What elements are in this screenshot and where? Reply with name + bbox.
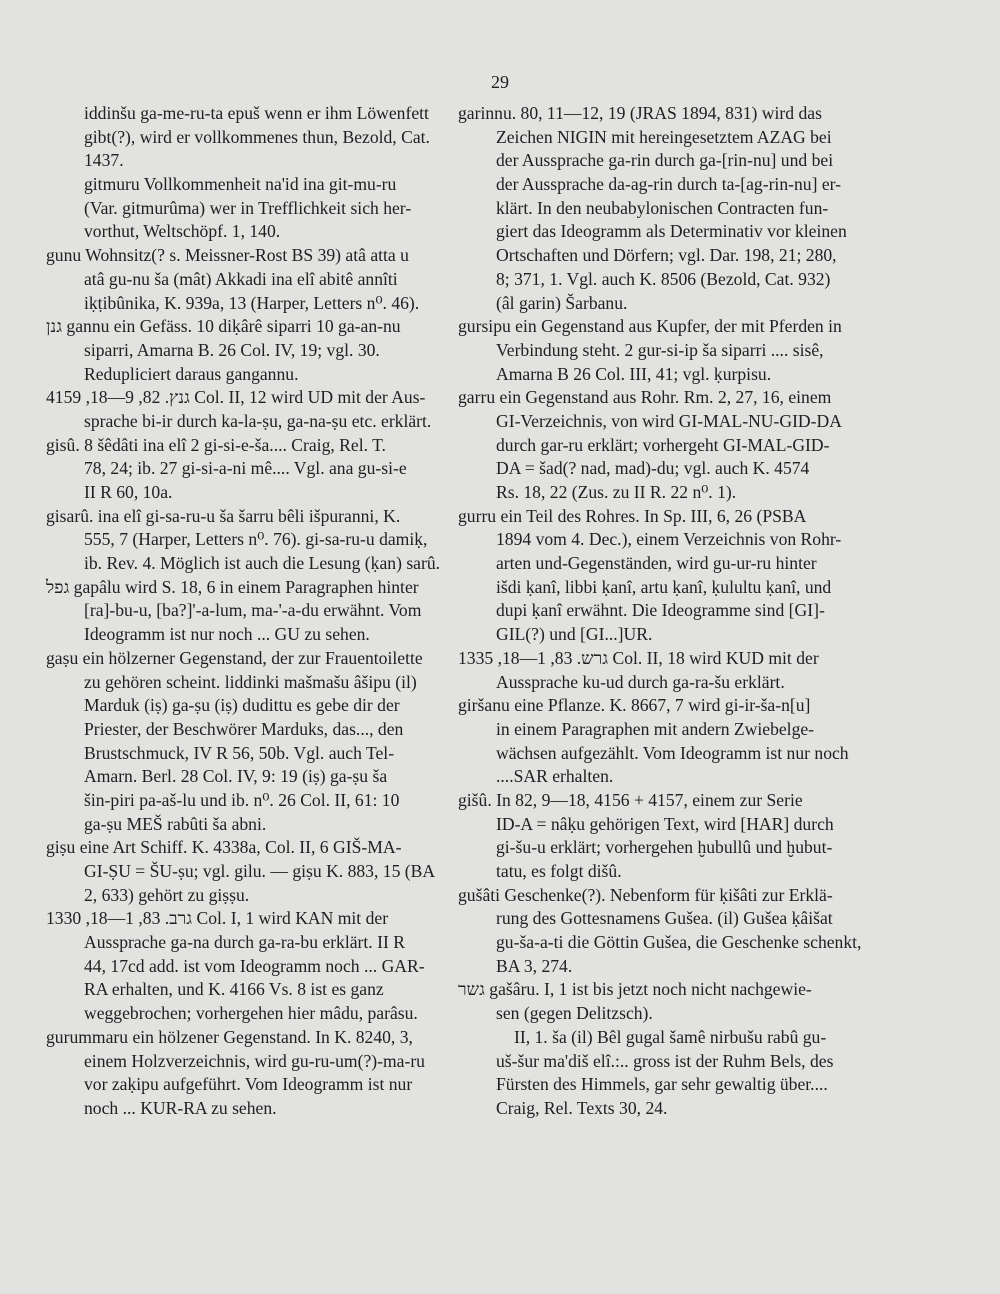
text-line: durch gar-ru erklärt; vorhergeht GI-MAL-GID-	[496, 434, 830, 455]
text-line: tatu, es folgt dišû.	[496, 861, 622, 881]
text-line: גנן gannu ein Gefäss. 10 diḳârê siparri 10 ga-an-nu	[46, 316, 401, 337]
text-line: 8; 371, 1. Vgl. auch K. 8506 (Bezold, Cat. 932)	[496, 268, 831, 289]
text-line: vorthut, Weltschöpf. 1, 140.	[84, 221, 281, 242]
text-line: giṣu eine Art Schiff. K. 4338a, Col. II, 6 GIŠ-MA-	[46, 837, 402, 858]
text-line: sen (gegen Delitzsch).	[496, 1003, 653, 1024]
text-line: גרב. 83, 1—18, 1330 Col. I, 1 wird KAN mit der	[46, 908, 389, 929]
text-line: 78, 24; ib. 27 gi-si-a-ni mê.... Vgl. ana gu-si-e	[84, 458, 407, 479]
text-line: siparri, Amarna B. 26 Col. IV, 19; vgl. 30.	[84, 339, 380, 360]
text-line: noch ... KUR-RA zu sehen.	[84, 1097, 277, 1118]
text-line: גרש. 83, 1—18, 1335 Col. II, 18 wird KUD mit der	[458, 647, 819, 668]
text-line: gisarû. ina elî gi-sa-ru-u ša šarru bêli išpuranni, K.	[46, 505, 401, 526]
text-line: ....SAR erhalten.	[496, 766, 614, 787]
text-line: 555, 7 (Harper, Letters n⁰. 76). gi-sa-ru-u damiḳ,	[84, 529, 428, 550]
text-line: II, 1. ša (il) Bêl gugal šamê nirbušu rabû gu-	[514, 1026, 827, 1047]
text-line: GIL(?) und [GI...]UR.	[496, 624, 653, 645]
text-line: RA erhalten, und K. 4166 Vs. 8 ist es ganz	[84, 979, 384, 1000]
text-line: gursipu ein Gegenstand aus Kupfer, der mit Pferden in	[458, 316, 842, 337]
text-line: garinnu. 80, 11—12, 19 (JRAS 1894, 831) wird das	[458, 103, 822, 123]
text-line: Ideogramm ist nur noch ... GU zu sehen.	[84, 624, 370, 645]
text-line: rung des Gottesnamens Gušea. (il) Gušea ḳâišat	[496, 908, 833, 929]
text-line: gi-šu-u erklärt; vorhergehen ḫubullû und ḫubut-	[496, 837, 833, 858]
text-line: 44, 17cd add. ist vom Ideogramm noch ... GAR-	[84, 955, 425, 976]
text-line: giert das Ideogramm als Determinativ vor kleinen	[496, 221, 847, 242]
text-line: der Aussprache da-ag-rin durch ta-[ag-rin-nu] er-	[496, 174, 842, 195]
text-line: גנץ. 82, 9—18, 4159 Col. II, 12 wird UD mit der Aus-	[46, 387, 426, 408]
text-line: 2, 633) gehört zu giṣṣu.	[84, 884, 250, 905]
text-line: 1437.	[84, 150, 124, 171]
text-line: garru ein Gegenstand aus Rohr. Rm. 2, 27, 16, einem	[458, 387, 832, 408]
text-line: der Aussprache ga-rin durch ga-[rin-nu] und bei	[496, 150, 834, 171]
text-line: vor zaḳipu aufgeführt. Vom Ideogramm ist nur	[84, 1074, 413, 1095]
text-line: DA = šad(? nad, mad)-du; vgl. auch K. 4574	[496, 458, 810, 479]
text-line: in einem Paragraphen mit andern Zwiebelge-	[496, 718, 815, 739]
text-line: arten und-Gegenständen, wird gu-ur-ru hinter	[496, 553, 817, 574]
text-line: Craig, Rel. Texts 30, 24.	[496, 1097, 668, 1118]
text-line: Ortschaften und Dörfern; vgl. Dar. 198, 21; 280,	[496, 245, 837, 266]
text-line: 1894 vom 4. Dec.), einem Verzeichnis von Rohr-	[496, 529, 842, 550]
text-line: גפל gapâlu wird S. 18, 6 in einem Paragraphen hinter	[46, 576, 419, 597]
text-line: wächsen aufgezählt. Vom Ideogramm ist nur noch	[496, 742, 849, 763]
text-line: sprache bi-ir durch ka-la-ṣu, ga-na-ṣu etc. erklärt.	[84, 410, 432, 431]
text-line: II R 60, 10a.	[84, 482, 173, 502]
text-line: atâ gu-nu ša (mât) Akkadi ina elî abitê annîti	[84, 268, 398, 289]
text-line: גשר gašâru. I, 1 ist bis jetzt noch nicht nachgewie-	[458, 979, 812, 1000]
text-line: išdi ḳanî, libbi ḳanî, artu ḳanî, ḳulultu ḳanî, und	[496, 576, 832, 597]
text-line: Rs. 18, 22 (Zus. zu II R. 22 n⁰. 1).	[496, 482, 737, 502]
text-line: gurru ein Teil des Rohres. In Sp. III, 6, 26 (PSBA	[458, 505, 807, 526]
text-line: weggebrochen; vorhergehen hier mâdu, parâsu.	[84, 1003, 418, 1024]
text-line: iḳṭibûnika, K. 939a, 13 (Harper, Letters n⁰. 46).	[84, 292, 420, 313]
text-line: iddinšu ga-me-ru-ta epuš wenn er ihm Löwenfett	[84, 103, 429, 123]
text-line: gunu Wohnsitz(? s. Meissner-Rost BS 39) atâ atta u	[46, 245, 409, 266]
text-line: Priester, der Beschwörer Marduks, das..., den	[84, 718, 404, 739]
text-line: BA 3, 274.	[496, 955, 573, 976]
text-line: gitmuru Vollkommenheit na'id ina git-mu-ru	[84, 174, 397, 195]
text-line: Verbindung steht. 2 gur-si-ip ša siparri .... sisê,	[496, 339, 824, 360]
text-line: gušâti Geschenke(?). Nebenform für ḳišâti zur Erklä-	[458, 884, 833, 905]
text-line: GI-ṢU = ŠU-ṣu; vgl. gilu. — giṣu K. 883, 15 (BA	[84, 861, 436, 881]
text-line: GI-Verzeichnis, von wird GI-MAL-NU-GID-DA	[496, 410, 842, 431]
text-line: gurummaru ein hölzener Gegenstand. In K. 8240, 3,	[46, 1026, 413, 1047]
text-line: gisû. 8 šêdâti ina elî 2 gi-si-e-ša.... Craig, Rel. T.	[46, 434, 386, 455]
text-line: gišû. In 82, 9—18, 4156 + 4157, einem zur Serie	[458, 789, 803, 810]
text-line: Aussprache ga-na durch ga-ra-bu erklärt. II R	[84, 932, 405, 953]
text-line: giršanu eine Pflanze. K. 8667, 7 wird gi-ir-ša-n[u]	[458, 695, 811, 716]
text-line: (âl garin) Šarbanu.	[496, 292, 628, 313]
text-line: dupi ḳanî erwähnt. Die Ideogramme sind [GI]-	[496, 600, 825, 621]
text-line: gu-ša-a-ti die Göttin Gušea, die Geschenke schenkt,	[496, 932, 862, 953]
text-line: Zeichen NIGIN mit hereingesetztem AZAG bei	[496, 126, 832, 147]
text-line: Fürsten des Himmels, gar sehr gewaltig über....	[496, 1074, 828, 1095]
right-column	[458, 102, 862, 1121]
text-line: einem Holzverzeichnis, wird gu-ru-um(?)-ma-ru	[84, 1050, 425, 1071]
text-line: Brustschmuck, IV R 56, 50b. Vgl. auch Tel-	[84, 742, 395, 763]
text-line: gaṣu ein hölzerner Gegenstand, der zur Frauentoilette	[46, 647, 423, 668]
text-line: Redupliciert daraus gangannu.	[84, 363, 299, 384]
text-line: Aussprache ku-ud durch ga-ra-šu erklärt.	[496, 671, 785, 692]
text-line: (Var. gitmurûma) wer in Trefflichkeit sich her-	[84, 197, 412, 218]
text-line: šin-piri pa-aš-lu und ib. n⁰. 26 Col. II, 61: 10	[84, 789, 400, 810]
text-line: Marduk (iṣ) ga-ṣu (iṣ) dudittu es gebe dir der	[84, 695, 400, 716]
page-number: 29	[491, 72, 509, 92]
text-line: gibt(?), wird er vollkommenes thun, Bezold, Cat.	[84, 126, 430, 147]
text-line: zu gehören scheint. liddinki mašmašu âšipu (il)	[84, 671, 417, 692]
text-line: ga-ṣu MEŠ rabûti ša abni.	[84, 813, 267, 834]
text-line: ib. Rev. 4. Möglich ist auch die Lesung (ḳan) sarû.	[84, 553, 441, 574]
text-line: Amarn. Berl. 28 Col. IV, 9: 19 (iṣ) ga-ṣu ša	[84, 766, 388, 787]
left-column	[46, 102, 450, 1121]
text-line: Amarna B 26 Col. III, 41; vgl. ḳurpisu.	[496, 363, 772, 384]
text-line: [ra]-bu-u, [ba?]'-a-lum, ma-'-a-du erwähnt. Vom	[84, 600, 422, 621]
text-line: uš-šur ma'diš elî.:.. gross ist der Ruhm Bels, des	[496, 1050, 834, 1071]
text-line: ID-A = nâḳu gehörigen Text, wird [HAR] durch	[496, 813, 834, 834]
text-line: klärt. In den neubabylonischen Contracten fun-	[496, 197, 829, 218]
